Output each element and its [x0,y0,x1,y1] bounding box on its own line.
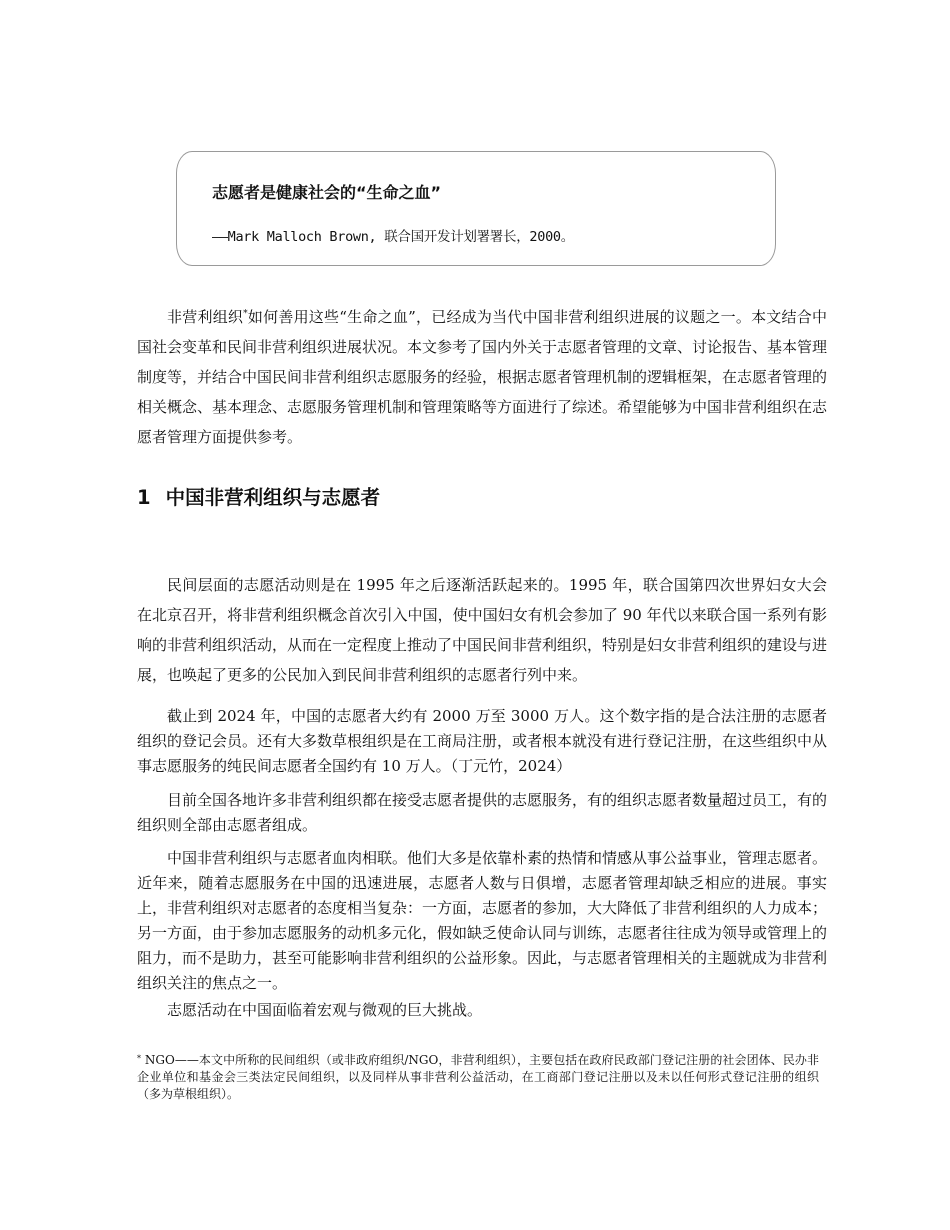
quote-attribution: ——Mark Malloch Brown, 联合国开发计划署署长，2000。 [212,229,574,245]
body-paragraph-4: 中国非营利组织与志愿者血肉相联。他们大多是依靠朴素的热情和情感从事公益事业，管理志愿者。近年来，随着志愿服务在中国的迅速进展，志愿者人数与日俱增，志愿者管理却缺乏相应的进展。事实上，非营利组织对志愿者的态度相当复杂：一方面，志愿者的参加，大大降低了非营利组织的人力成本；另一方面，由于参加志愿服务的动机多元化，假如缺乏使命认同与训练，志愿者往往成为领导或管理上的阻力，而不是助力，甚至可能影响非营利组织的公益形象。因此，与志愿者管理相关的主题就成为非营利组织关注的焦点之一。 [137,849,828,992]
quote-title: 志愿者是健康社会的“生命之血” [212,183,442,202]
quote-box [176,151,776,266]
footnote-text: NGO——本文中所称的民间组织（或非政府组织/NGO，非营利组织），主要包括在政府民政部门登记注册的社会团体、民办非企业单位和基金会三类法定民间组织，以及同样从事非营利公益活动，在工商部门登记注册以及未以任何形式登记注册的组织（多为草根组织）。 [137,1053,819,1101]
intro-text-rest: 如何善用这些“生命之血”，已经成为当代中国非营利组织进展的议题之一。本文结合中国社会变革和民间非营利组织进展状况。本文参考了国内外关于志愿者管理的文章、讨论报告、基本管理制度等，并结合中国民间非营利组织志愿服务的经验，根据志愿者管理机制的逻辑框架，在志愿者管理的相关概念、基本理念、志愿服务管理机制和管理策略等方面进行了综述。希望能够为中国非营利组织在志愿者管理方面提供参考。 [137,308,828,446]
intro-text-start: 非营利组织 [167,308,244,326]
footnote-mark: * [137,1054,141,1063]
footnote [137,1052,819,1103]
body-paragraph-5: 志愿活动在中国面临着宏观与微观的巨大挑战。 [167,1001,483,1019]
section-title: 中国非营利组织与志愿者 [165,486,381,509]
intro-paragraph [137,302,827,452]
section-heading [137,482,380,510]
body-paragraph-1: 民间层面的志愿活动则是在 1995 年之后逐渐活跃起来的。1995 年，联合国第四次世界妇女大会在北京召开，将非营利组织概念首次引入中国，使中国妇女有机会参加了 90 年代以来联合国一系列有影响的非营利组织活动，从而在一定程度上推动了中国民间非营利组织，特别是妇女非营利组织的建设与进展，也唤起了更多的公民加入到民间非营利组织的志愿者行列中来。 [137,576,828,684]
body-paragraph-2: 截止到 2024 年，中国的志愿者大约有 2000 万至 3000 万人。这个数字指的是合法注册的志愿者组织的登记会员。还有大多数草根组织是在工商局注册，或者根本就没有进行登记注册，在这些组织中从事志愿服务的纯民间志愿者全国约有 10 万人。（丁元竹，2024） [137,707,828,775]
footnote-reference: * [243,309,248,319]
body-paragraph-3: 目前全国各地许多非营利组织都在接受志愿者提供的志愿服务，有的组织志愿者数量超过员工，有的组织则全部由志愿者组成。 [137,791,828,834]
section-number: 1 [137,486,151,509]
